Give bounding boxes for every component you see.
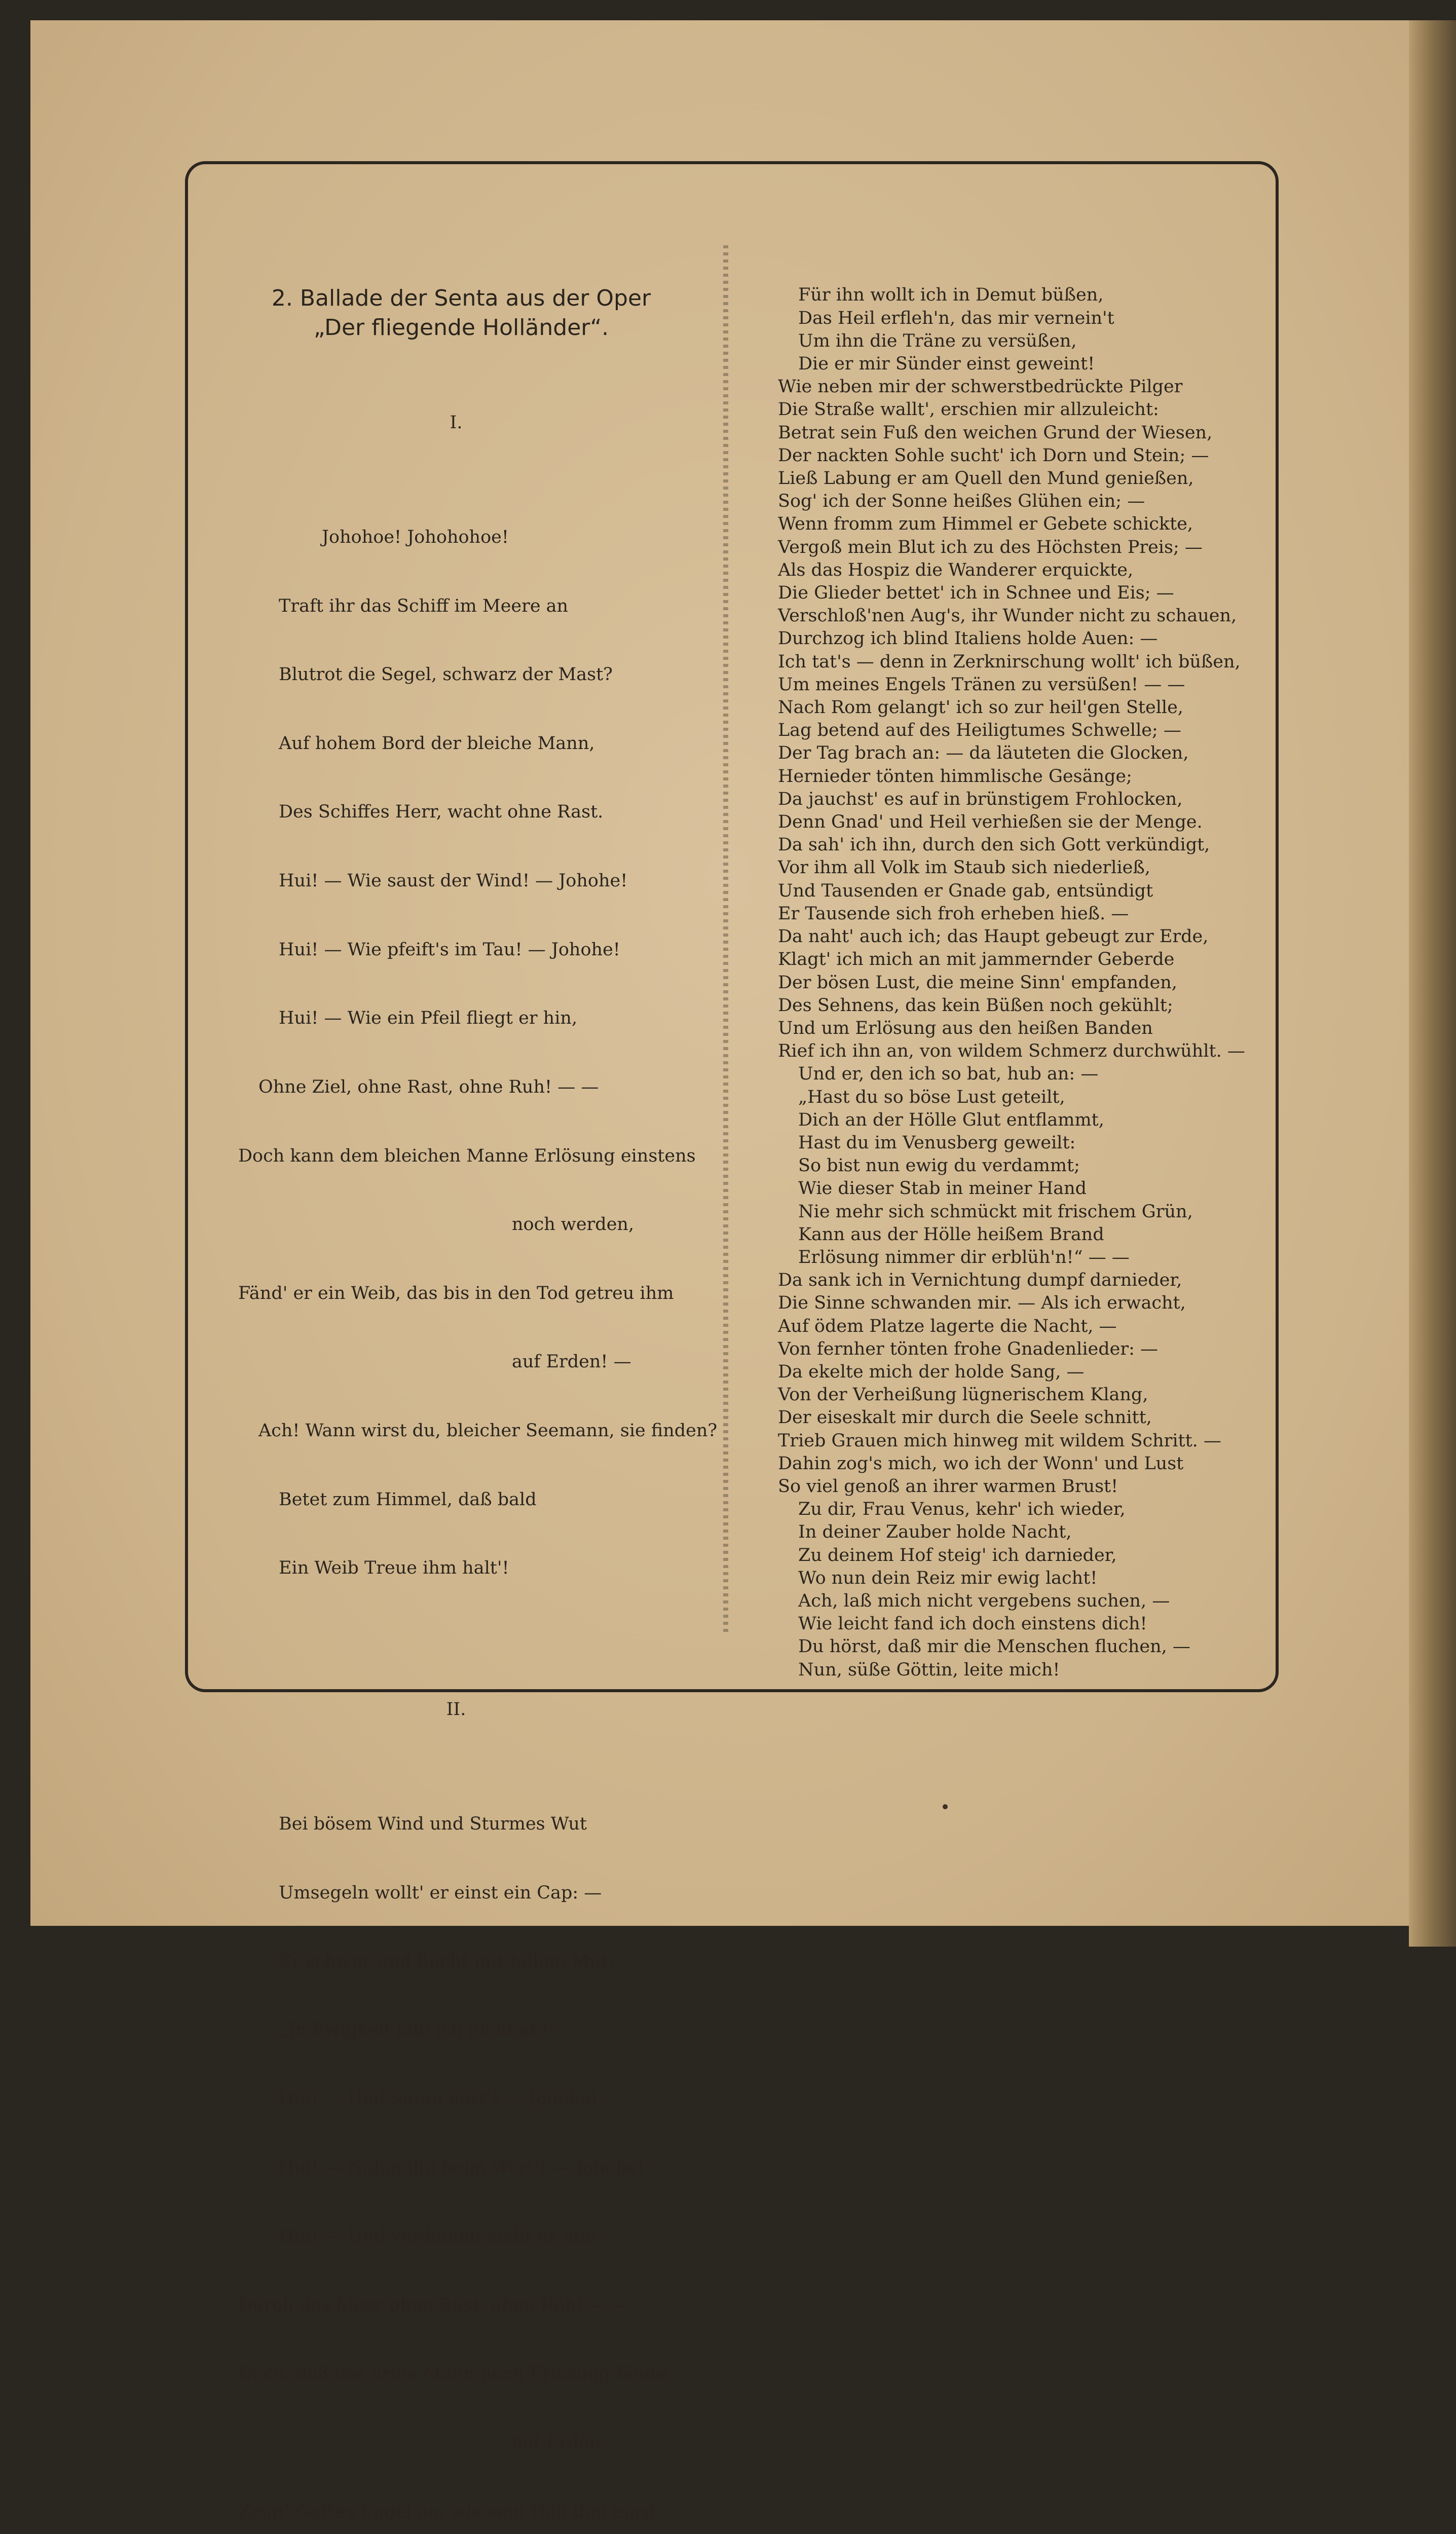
- verse-line: Verschloß'nen Aug's, ihr Wunder nicht zu schauen,: [778, 606, 1237, 626]
- verse-line: Für ihn wollt ich in Demut büßen,: [798, 285, 1104, 306]
- verse-line: Hast du im Venusberg geweilt:: [798, 1132, 1076, 1153]
- verse-line: Hui! — Nahm ihn beim Wort'! — Johohe!: [279, 2157, 645, 2178]
- verse-line: Durchzog ich blind Italiens holde Auen: —: [778, 628, 1158, 649]
- verse-line: Vergoß mein Blut ich zu des Höchsten Preis; —: [778, 537, 1203, 557]
- verse-line: Von der Verheißung lügnerischem Klang,: [778, 1385, 1148, 1405]
- verse-line: Von fernher tönten frohe Gnadenlieder: —: [778, 1338, 1159, 1359]
- verse-line: Wie dieser Stab in meiner Hand: [798, 1178, 1087, 1199]
- verse-line: „Hast du so böse Lust geteilt,: [798, 1087, 1065, 1107]
- verse-line: Wie leicht fand ich doch einstens dich!: [798, 1614, 1147, 1634]
- verse-line: Der eiseskalt mir durch die Seele schnitt,: [778, 1407, 1152, 1428]
- verse-line: Die Sinne schwanden mir. — Als ich erwacht,: [778, 1293, 1186, 1314]
- verse-line: Blutrot die Segel, schwarz der Mast?: [279, 664, 613, 685]
- left-column: [238, 238, 718, 2534]
- verse-line: Bei bösem Wind und Sturmes Wut: [279, 1814, 587, 1835]
- verse-line: Doch, daß der arme Mann noch Erlösung fände: [238, 2364, 667, 2384]
- verse-line: Zeigt' Gottes Engel an, wie sein Heil ihm einst: [238, 2501, 657, 2522]
- verse-line: So bist nun ewig du verdammt;: [798, 1156, 1080, 1176]
- verse-line: Denn Gnad' und Heil verhießen sie der Menge.: [778, 812, 1203, 833]
- verse-line: Wo nun dein Reiz mir ewig lacht!: [798, 1568, 1098, 1588]
- book-spine: [1409, 20, 1456, 1947]
- verse-line: auf Erden,: [512, 2432, 607, 2453]
- column-divider: [723, 243, 728, 1632]
- verse-line: Zu dir, Frau Venus, kehr' ich wieder,: [798, 1499, 1126, 1520]
- verse-line: Auf ödem Platze lagerte die Nacht, —: [778, 1316, 1117, 1336]
- verse-line: In deiner Zauber holde Nacht,: [798, 1522, 1072, 1543]
- verse-line: Du hörst, daß mir die Menschen fluchen, —: [798, 1636, 1190, 1657]
- verse-line: Betet zum Himmel, daß bald: [279, 1489, 537, 1510]
- verse-line: Ich tat's — denn in Zerknirschung wollt' ich büßen,: [778, 651, 1241, 672]
- verse-line: Trieb Grauen mich hinweg mit wildem Schritt. —: [778, 1430, 1221, 1451]
- verse-line: Hui! — Wie ein Pfeil fliegt er hin,: [279, 1008, 578, 1029]
- verse-line: Ein Weib Treue ihm halt'!: [279, 1558, 509, 1579]
- verse-line: Die Straße wallt', erschien mir allzuleicht:: [778, 399, 1159, 420]
- verse-line: Des Sehnens, das kein Büßen noch gekühlt;: [778, 995, 1173, 1016]
- verse-line: Umsegeln wollt' er einst ein Cap: —: [279, 1883, 602, 1904]
- verse-line: Auf hohem Bord der bleiche Mann,: [279, 733, 595, 754]
- verse-line: Und er, den ich so bat, hub an: —: [798, 1064, 1099, 1085]
- verse-line: Dahin zog's mich, wo ich der Wonn' und Lust: [778, 1453, 1184, 1474]
- verse-line: Hui! — Wie pfeift's im Tau! — Johohe!: [279, 939, 620, 960]
- verse-line: Da ekelte mich der holde Sang, —: [778, 1361, 1085, 1382]
- verse-line: Der bösen Lust, die meine Sinn' empfanden,: [778, 972, 1177, 993]
- verse-line: Ach! Wann wirst du, bleicher Seemann, sie finden?: [258, 1420, 718, 1441]
- verse-line: Das Heil erfleh'n, das mir vernein't: [798, 308, 1114, 328]
- verse-line: Da naht' auch ich; das Haupt gebeugt zur Erde,: [778, 926, 1209, 947]
- verse-line: Hui! — Wie saust der Wind! — Johohe!: [279, 871, 628, 891]
- verse-line: Kann aus der Hölle heißem Brand: [798, 1224, 1104, 1245]
- verse-line: Der Tag brach an: — da läuteten die Glocken,: [778, 743, 1189, 764]
- verse-line: Ohne Ziel, ohne Rast, ohne Ruh! — —: [258, 1076, 599, 1097]
- verse-line: Hui! — Und Satan hört's — Johohe!: [279, 2089, 598, 2109]
- verse-line: So viel genoß an ihrer warmen Brust!: [778, 1476, 1118, 1497]
- verse-line: Hernieder tönten himmlische Gesänge;: [778, 766, 1132, 787]
- verse-line: Um meines Engels Tränen zu versüßen! — —: [778, 674, 1185, 695]
- ballade-heading-line1: 2. Ballade der Senta aus der Oper: [271, 285, 651, 312]
- verse-line: Doch kann dem bleichen Manne Erlösung einstens: [238, 1145, 696, 1166]
- verse-line: Er Tausende sich froh erheben hieß. —: [778, 903, 1129, 924]
- stanza-label: II.: [446, 1699, 466, 1720]
- verse-line: Traft ihr das Schiff im Meere an: [279, 595, 569, 616]
- verse-line: Nach Rom gelangt' ich so zur heil'gen Stelle,: [778, 697, 1183, 718]
- verse-line: Fänd' er ein Weib, das bis in den Tod getreu ihm: [238, 1283, 674, 1303]
- verse-line: Die er mir Sünder einst geweint!: [798, 354, 1095, 375]
- verse-line: Des Schiffes Herr, wacht ohne Rast.: [279, 802, 604, 823]
- verse-line: Und um Erlösung aus den heißen Banden: [778, 1018, 1153, 1038]
- verse-line: Zu deinem Hof steig' ich darnieder,: [798, 1545, 1117, 1566]
- verse-line: noch werden,: [512, 1214, 634, 1235]
- ballade-heading: [238, 284, 684, 343]
- verse-line: Vor ihm all Volk im Staub sich niederließ,: [778, 858, 1150, 878]
- verse-line: Da sank ich in Vernichtung dumpf darnieder,: [778, 1270, 1182, 1291]
- verse-line: Der nackten Sohle sucht' ich Dorn und Stein; —: [778, 445, 1209, 466]
- verse-line: Hui! — Und verdammt zieht er nun: [279, 2226, 597, 2247]
- verse-line: Nie mehr sich schmückt mit frischem Grün,: [798, 1201, 1193, 1222]
- verse-line: Als das Hospiz die Wanderer erquickte,: [778, 560, 1134, 580]
- verse-line: Die Glieder bettet' ich in Schnee und Eis; —: [778, 583, 1174, 604]
- verse-line: Um ihn die Träne zu versüßen,: [798, 330, 1077, 351]
- stanza-2: [238, 1767, 694, 2534]
- stanza-1: [238, 480, 718, 1626]
- verse-line: Wenn fromm zum Himmel er Gebete schickte,: [778, 514, 1193, 535]
- right-column: [778, 238, 1245, 1704]
- verse-line: Und Tausenden er Gnade gab, entsündigt: [778, 880, 1153, 901]
- verse-line: Nun, süße Göttin, leite mich!: [798, 1659, 1060, 1680]
- stanza-label: I.: [450, 413, 463, 433]
- verse-line: Sog' ich der Sonne heißes Glühen ein; —: [778, 491, 1145, 512]
- verse-line: Klagt' ich mich an mit jammernder Geberde: [778, 949, 1175, 970]
- verse-line: Erlösung nimmer dir erblüh'n!“ — —: [798, 1247, 1130, 1268]
- romerzaehlung-continuation: [778, 284, 1245, 1681]
- verse-line: Er schwur und flucht mit tollem Mut:: [279, 1951, 615, 1972]
- verse-line: Betrat sein Fuß den weichen Grund der Wiesen,: [778, 422, 1213, 443]
- verse-line: auf Erden! —: [512, 1352, 631, 1372]
- verse-line: Da sah' ich ihn, durch den sich Gott verkündigt,: [778, 835, 1210, 855]
- verse-line: Da jauchst' es auf in brünstigem Frohlocken,: [778, 789, 1183, 809]
- ballade-heading-line2: „Der fliegende Holländer“.: [313, 315, 609, 341]
- verse-line: Wie neben mir der schwerstbedrückte Pilger: [778, 377, 1183, 397]
- verse-line: Durch das Meer ohne Rast, ohne Ruh! — —: [238, 2295, 631, 2316]
- verse-line: Johohoe! Johohohoe!: [322, 527, 509, 548]
- verse-line: Ach, laß mich nicht vergebens suchen, —: [798, 1590, 1170, 1611]
- verse-line: Rief ich ihn an, von wildem Schmerz durchwühlt. —: [778, 1041, 1245, 1062]
- verse-line: Ließ Labung er am Quell den Mund genießen,: [778, 468, 1194, 489]
- ink-dot: [943, 1804, 948, 1809]
- verse-line: Lag betend auf des Heiligtumes Schwelle; —: [778, 720, 1181, 741]
- verse-line: Dich an der Hölle Glut entflammt,: [798, 1109, 1104, 1130]
- verse-line: „In Ewigkeit laß' ich nicht ab!“: [279, 2020, 557, 2041]
